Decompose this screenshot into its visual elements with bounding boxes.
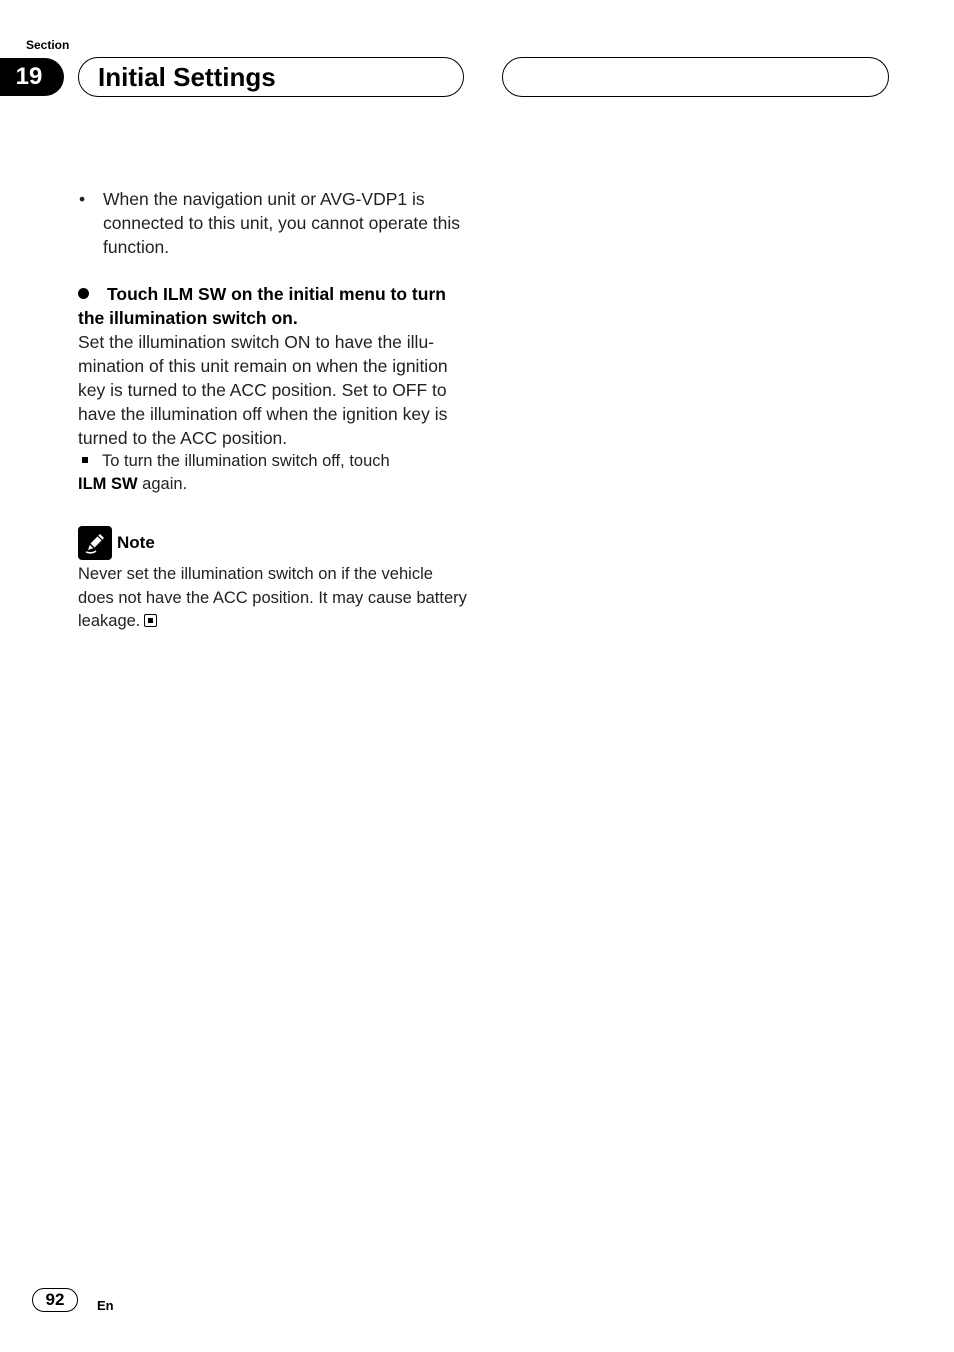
section-number-badge: 19 — [0, 58, 64, 96]
body-paragraph: Set the illumination switch ON to have the illumination of this unit remain on when the ignition key is turned to the ACC position. Set to OFF to have the illumination off when the ignition key is turned to the ACC position. — [78, 332, 448, 448]
note-header — [78, 526, 155, 560]
square-bullet-icon — [82, 457, 88, 463]
note-label: Note — [117, 533, 155, 552]
section-label: Section — [26, 38, 70, 52]
page-title: Initial Settings — [98, 62, 276, 92]
step-heading — [78, 282, 468, 330]
page-number: 92 — [32, 1288, 78, 1312]
language-label: En — [97, 1298, 114, 1313]
sub-note-suffix: again. — [137, 475, 188, 493]
bullet-item — [78, 187, 468, 259]
sub-note-prefix: To turn the illumination switch off, touch — [102, 452, 390, 470]
pencil-icon — [78, 526, 112, 560]
sub-note-term: ILM SW — [78, 475, 138, 493]
right-header-box — [502, 57, 889, 97]
title-box — [78, 57, 464, 97]
bullet-dot-icon: • — [79, 189, 86, 209]
note-text — [78, 563, 468, 634]
end-mark-icon — [144, 614, 157, 627]
step-heading-text: Touch ILM SW on the initial menu to turn the illumination switch on. — [78, 284, 446, 328]
bullet-text: When the navigation unit or AVG-VDP1 is connected to this unit, you cannot operate this function. — [103, 189, 461, 257]
sub-note — [78, 450, 468, 496]
step-bullet-icon — [78, 288, 89, 299]
note-body: Never set the illumination switch on if the vehicle does not have the ACC position. It may cause battery leakage. — [78, 565, 467, 630]
